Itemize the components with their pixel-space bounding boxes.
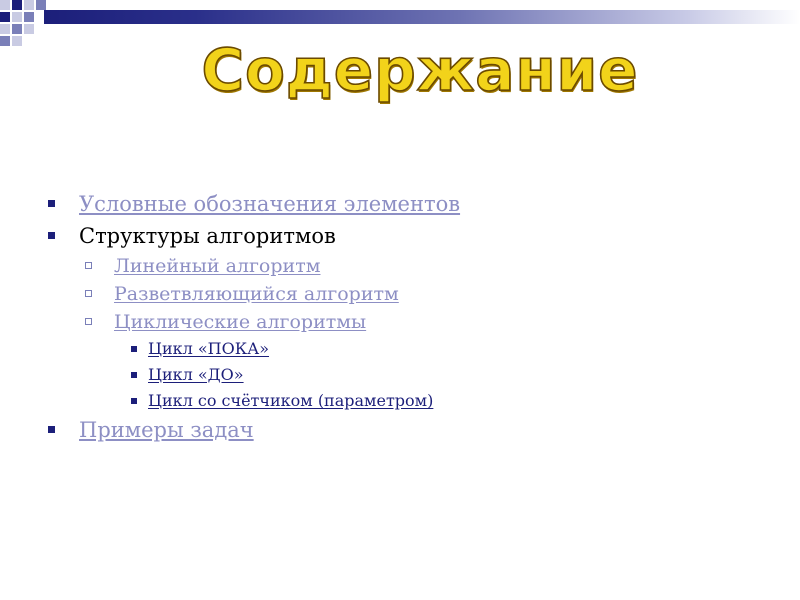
- decor-square: [0, 12, 10, 22]
- hollow-square-bullet-icon: [85, 262, 92, 269]
- square-bullet-icon: [48, 232, 55, 239]
- decor-square: [0, 24, 10, 34]
- section-heading-algorithm-structures: Структуры алгоритмов: [79, 224, 336, 248]
- page-title: Содержание: [201, 36, 639, 104]
- link-task-examples[interactable]: Примеры задач: [79, 418, 254, 442]
- link-while-loop[interactable]: Цикл «ПОКА»: [148, 339, 270, 358]
- hollow-square-bullet-icon: [85, 318, 92, 325]
- decor-square: [24, 0, 34, 10]
- header-gradient-band: [44, 10, 800, 24]
- list-item: [48, 188, 768, 220]
- decor-square: [12, 12, 22, 22]
- list-item: [48, 362, 768, 388]
- list-item: [48, 280, 768, 308]
- list-item: [48, 336, 768, 362]
- link-symbols-legend[interactable]: Условные обозначения элементов: [79, 192, 461, 216]
- link-cyclic-algorithms[interactable]: Циклические алгоритмы: [114, 311, 367, 333]
- link-until-loop[interactable]: Цикл «ДО»: [148, 365, 244, 384]
- decor-square: [0, 0, 10, 10]
- contents-list: [48, 188, 768, 446]
- decor-square: [24, 24, 34, 34]
- decor-square: [12, 24, 22, 34]
- square-bullet-icon: [131, 398, 137, 404]
- list-item: [48, 220, 768, 252]
- square-bullet-icon: [131, 372, 137, 378]
- list-item: [48, 252, 768, 280]
- list-item: [48, 388, 768, 414]
- link-linear-algorithm[interactable]: Линейный алгоритм: [114, 255, 321, 277]
- square-bullet-icon: [48, 426, 55, 433]
- link-branching-algorithm[interactable]: Разветвляющийся алгоритм: [114, 283, 399, 305]
- link-counter-loop[interactable]: Цикл со счётчиком (параметром): [148, 391, 434, 410]
- list-item: [48, 308, 768, 336]
- list-item: [48, 414, 768, 446]
- hollow-square-bullet-icon: [85, 290, 92, 297]
- decor-square: [12, 0, 22, 10]
- decor-square: [36, 0, 46, 10]
- square-bullet-icon: [48, 200, 55, 207]
- square-bullet-icon: [131, 346, 137, 352]
- decor-square: [24, 12, 34, 22]
